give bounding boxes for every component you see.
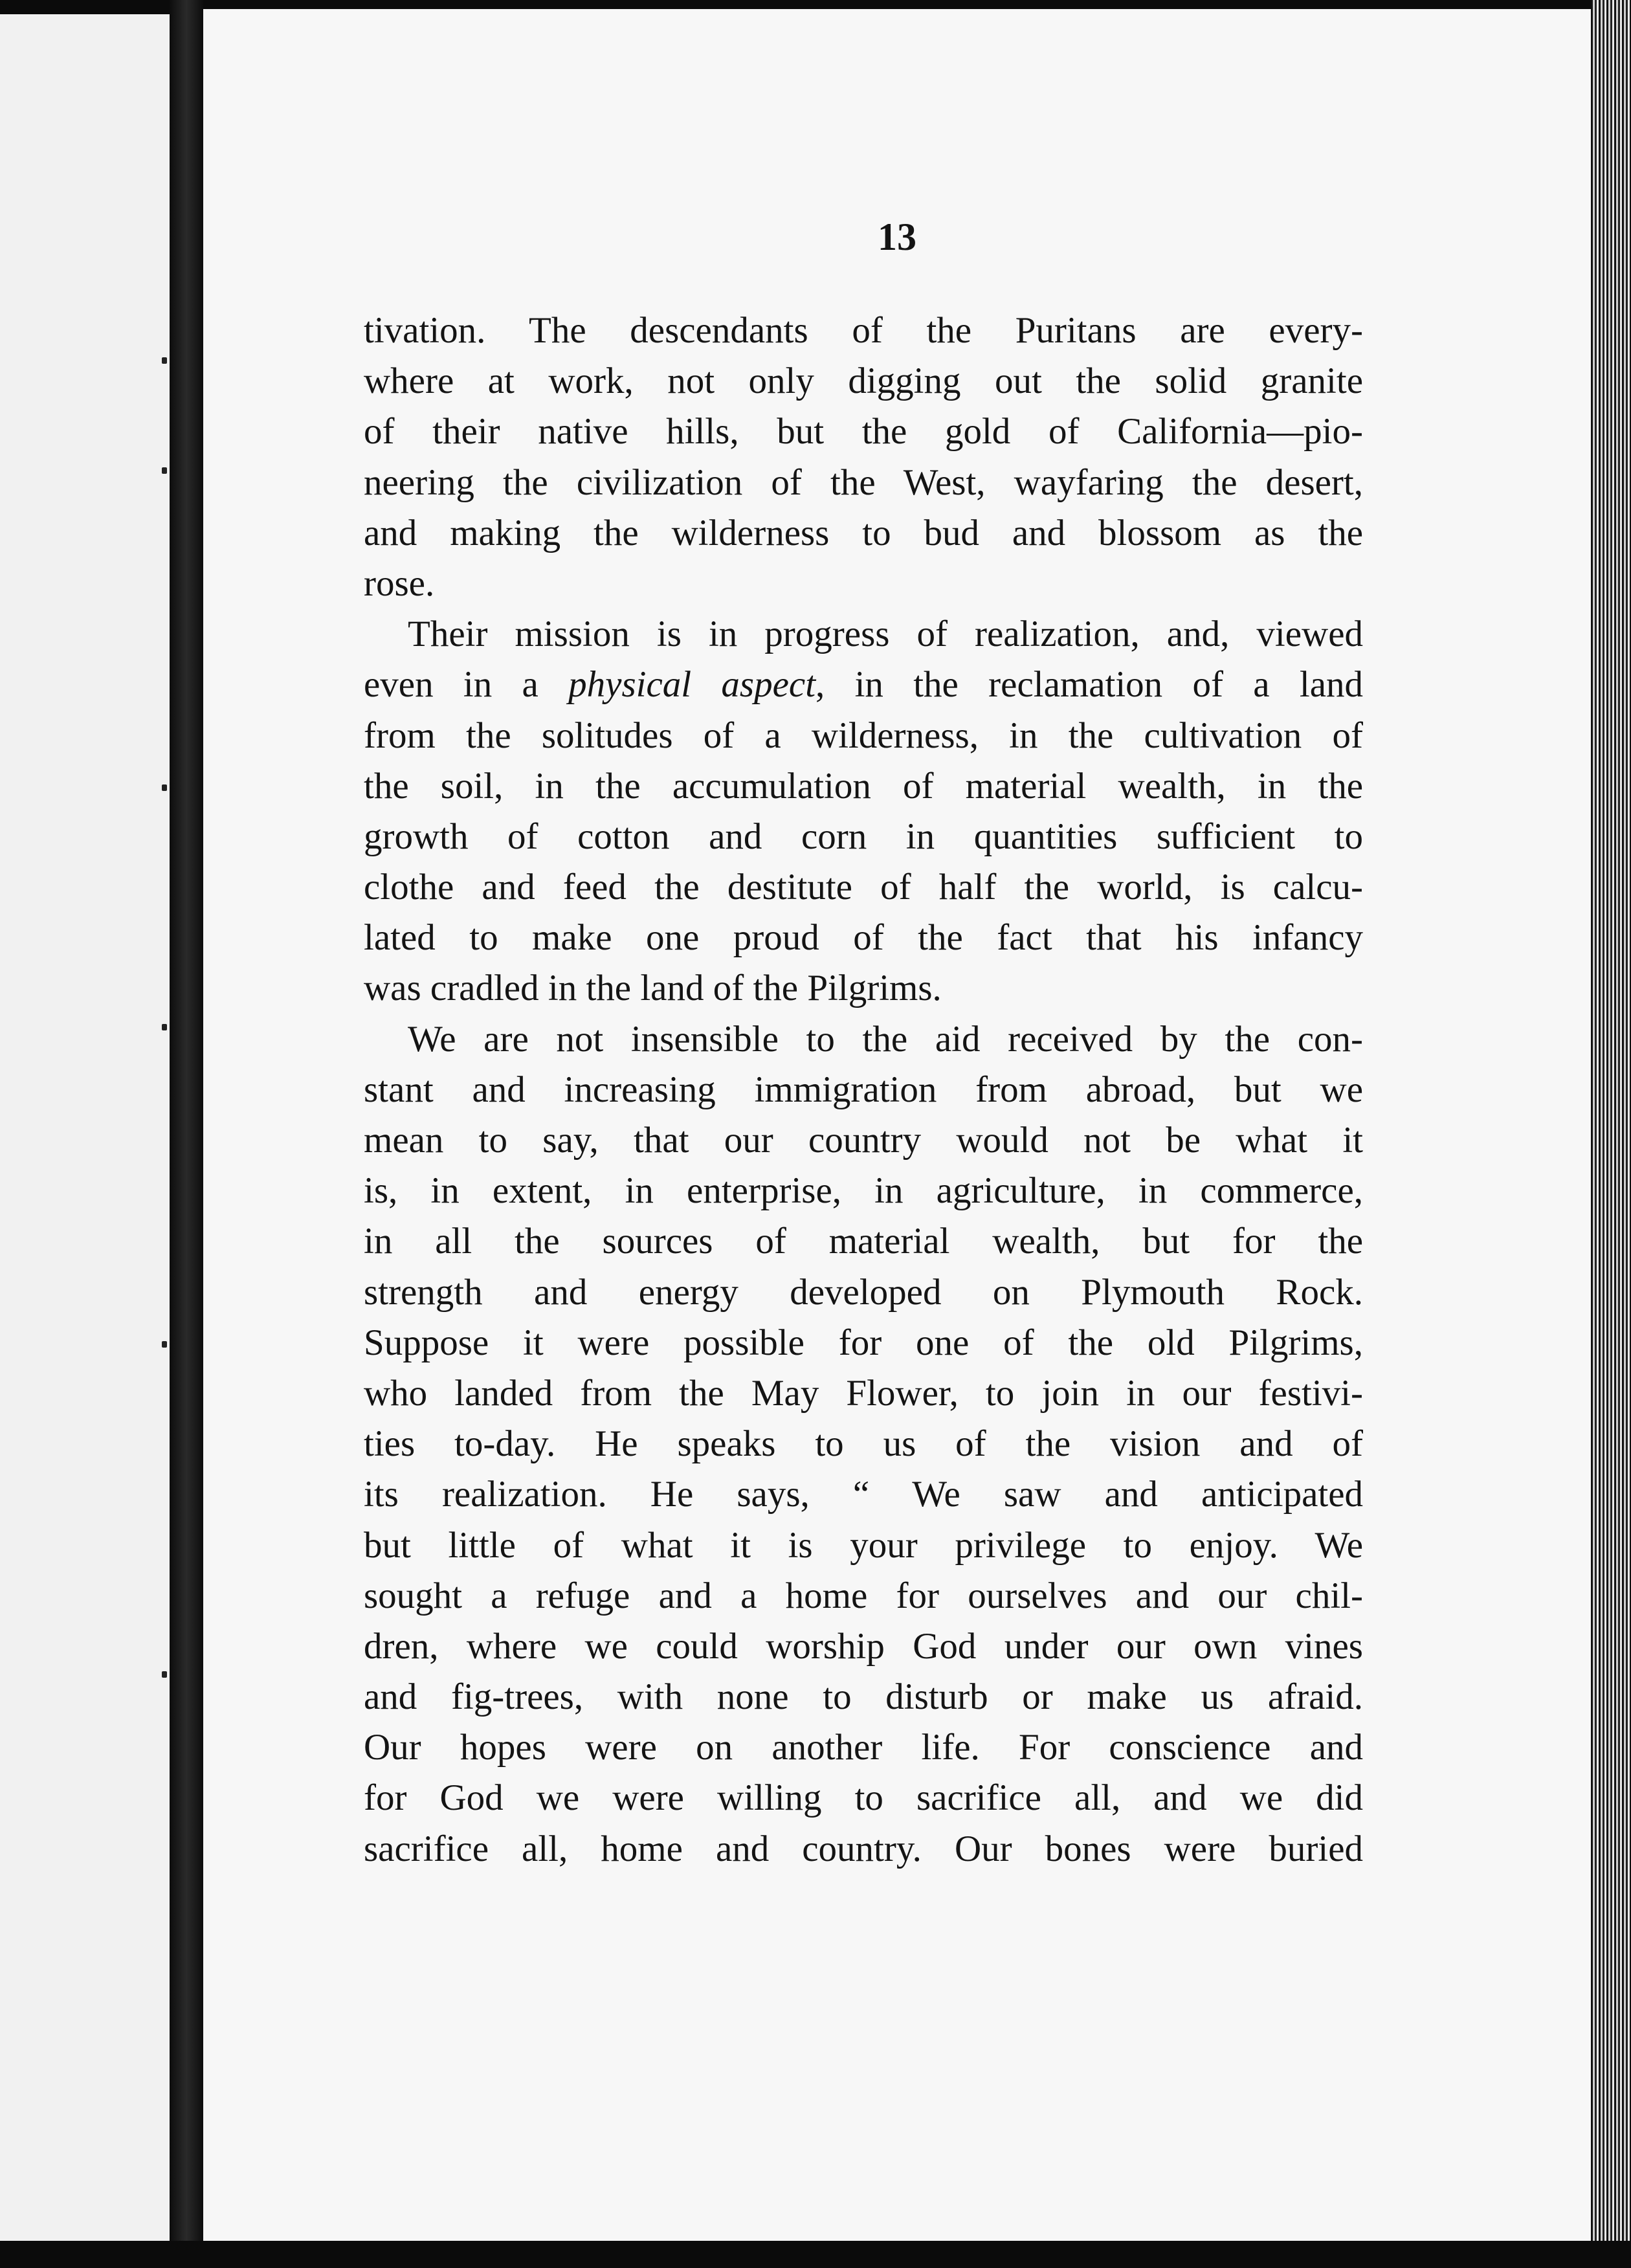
text-line: is, in extent, in enterprise, in agriculture, in commerce, [364,1170,1363,1212]
text-line: growth of cotton and corn in quantities sufficient to [364,816,1363,857]
text-line: Suppose it were possible for one of the old Pilgrims, [364,1322,1363,1363]
text-line-with-italic [364,660,1363,710]
text-fragment: , in the reclamation of a land [816,664,1364,706]
text-line: We are not insensible to the aid received by the con- [408,1018,1363,1060]
text-line: tivation. The descendants of the Puritans are every- [364,310,1363,351]
text-line: dren, where we could worship God under our own vines [364,1625,1363,1667]
text-line: ties to-day. He speaks to us of the vision and of [364,1423,1363,1465]
text-line: was cradled in the land of the Pilgrims. [364,968,942,1009]
text-line: sacrifice all, home and country. Our bones were buried [364,1828,1363,1869]
page-edge-stack [1591,0,1631,2268]
text-line: and making the wilderness to bud and blossom as the [364,512,1363,553]
italic-phrase: physical aspect [568,664,816,706]
text-line: in all the sources of material wealth, but for the [364,1221,1363,1262]
left-page-mark [162,1341,167,1348]
text-line: strength and energy developed on Plymouth Rock. [364,1271,1363,1313]
text-line: neering the civilization of the West, wayfaring the desert, [364,461,1363,503]
text-line: the soil, in the accumulation of material wealth, in the [364,765,1363,806]
text-line: mean to say, that our country would not be what it [364,1120,1363,1161]
text-line: who landed from the May Flower, to join in our festivi- [364,1372,1363,1414]
text-line: where at work, not only digging out the solid granite [364,361,1363,402]
left-page-mark [162,467,167,474]
scan-bottom-border [0,2241,1631,2268]
text-line: from the solitudes of a wilderness, in the cultivation of [364,715,1363,756]
text-line: stant and increasing immigration from abroad, but we [364,1069,1363,1110]
text-line: but little of what it is your privilege to enjoy. We [364,1524,1363,1566]
left-page-mark [162,784,167,791]
text-line: Their mission is in progress of realization, and, viewed [408,614,1363,655]
text-line: and fig-trees, with none to disturb or make us afraid. [364,1676,1363,1718]
text-line: Our hopes were on another life. For conscience and [364,1727,1363,1768]
text-line: lated to make one proud of the fact that his infancy [364,917,1363,959]
text-line: its realization. He says, “ We saw and anticipated [364,1474,1363,1515]
left-page-mark [162,357,167,364]
left-page-mark [162,1671,167,1678]
book-page [203,9,1591,2246]
text-fragment: even in a [364,664,538,706]
text-line: rose. [364,562,435,604]
text-line: for God we were willing to sacrifice all, and we did [364,1777,1363,1819]
page-number: 13 [878,216,916,258]
text-line: of their native hills, but the gold of California—pio- [364,411,1363,452]
text-line: clothe and feed the destitute of half the world, is calcu- [364,867,1363,908]
text-line: sought a refuge and a home for ourselves and our chil- [364,1575,1363,1616]
book-gutter [170,0,203,2268]
left-page-mark [162,1024,167,1030]
body-text [364,306,1363,1874]
left-facing-page [0,14,170,2241]
